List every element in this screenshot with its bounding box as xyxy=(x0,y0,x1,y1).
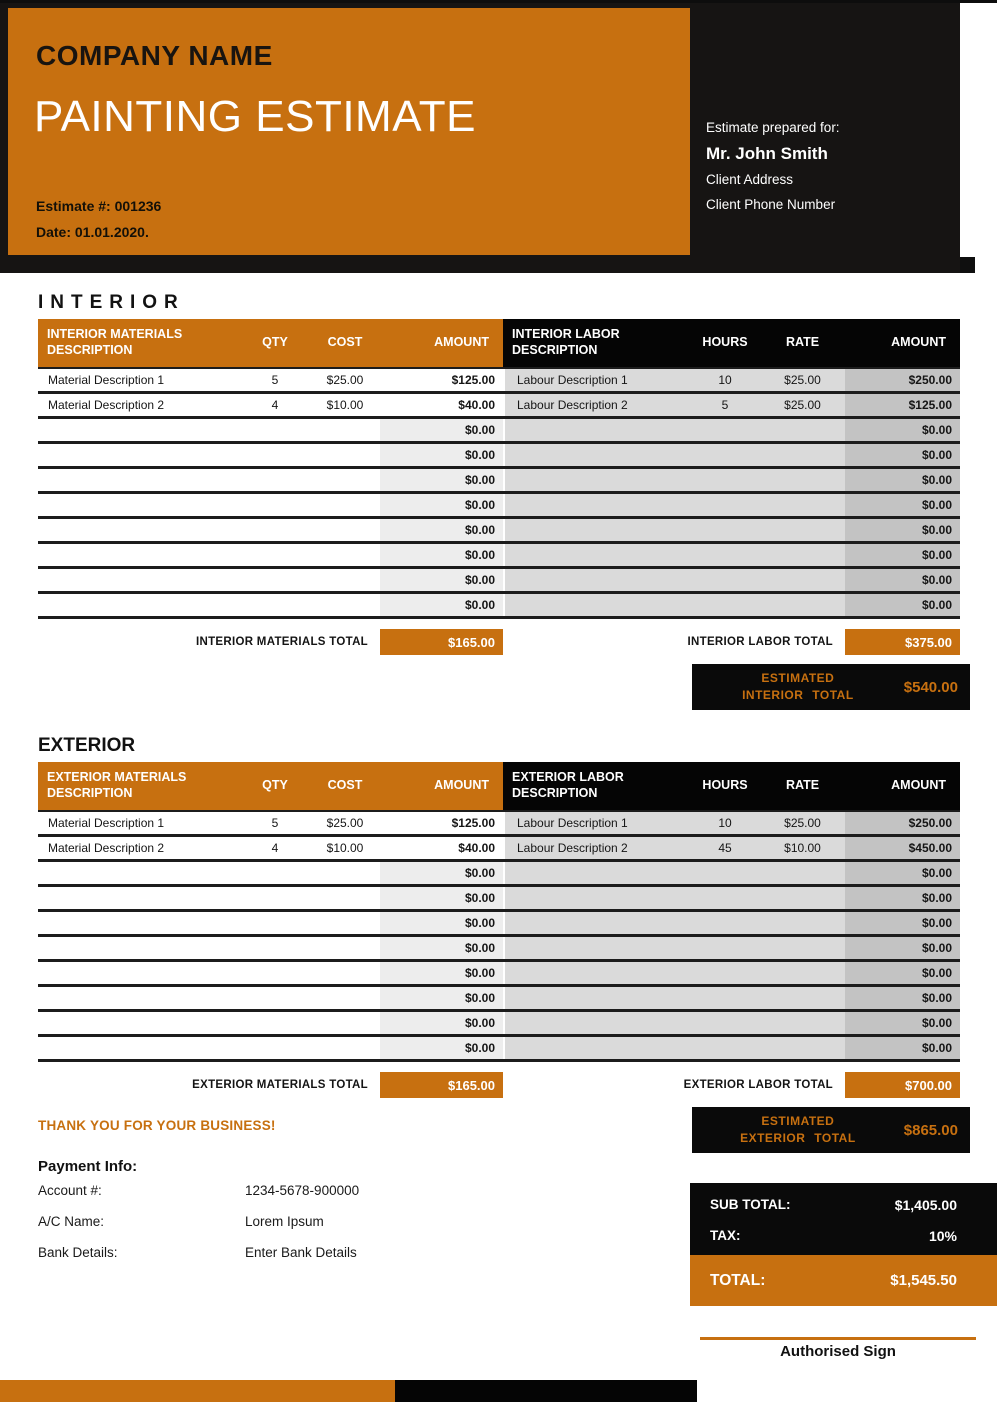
table-row xyxy=(38,912,960,937)
column-header: EXTERIOR MATERIALS DESCRIPTION xyxy=(38,762,240,810)
table-cell xyxy=(310,987,380,1009)
column-header: AMOUNT xyxy=(380,762,503,810)
estimated-total-box xyxy=(692,1107,970,1153)
table-cell: $0.00 xyxy=(380,419,503,441)
table-cell xyxy=(503,987,690,1009)
account-number-value: 1234-5678-900000 xyxy=(245,1183,360,1198)
payment-row-bank-details xyxy=(38,1237,359,1268)
table-cell: $0.00 xyxy=(380,569,503,591)
table-cell: $10.00 xyxy=(326,841,364,855)
table-cell: $0.00 xyxy=(845,937,960,959)
table-cell xyxy=(690,519,760,541)
table-cell xyxy=(38,594,240,616)
table-cell: $0.00 xyxy=(845,912,960,934)
column-header: HOURS xyxy=(690,319,760,367)
table-cell xyxy=(503,1012,690,1034)
table-cell xyxy=(38,912,240,934)
table-cell: $0.00 xyxy=(380,1012,503,1034)
column-header: EXTERIOR LABOR DESCRIPTION xyxy=(503,762,690,810)
table-cell xyxy=(690,494,760,516)
materials-total-label: EXTERIOR MATERIALS TOTAL xyxy=(192,1079,368,1091)
section-totals-row xyxy=(38,629,960,655)
table-cell: 10 xyxy=(690,812,760,834)
table-cell: $0.00 xyxy=(845,887,960,909)
bank-details-label: Bank Details: xyxy=(38,1245,118,1260)
table-cell xyxy=(310,444,380,466)
table-cell: $0.00 xyxy=(845,494,960,516)
table-cell: $0.00 xyxy=(845,987,960,1009)
estimate-number: Estimate #: 001236 xyxy=(36,198,162,214)
table-row xyxy=(38,419,960,444)
table-row xyxy=(38,394,960,419)
column-header: RATE xyxy=(760,319,845,367)
account-number-label: Account #: xyxy=(38,1183,102,1198)
table-cell xyxy=(38,962,240,984)
table-cell xyxy=(240,494,310,516)
table-cell: $0.00 xyxy=(380,494,503,516)
table-header-row xyxy=(38,319,960,367)
table-cell xyxy=(760,1037,845,1059)
table-cell xyxy=(690,569,760,591)
table-cell xyxy=(690,594,760,616)
summary-subtotal-tax xyxy=(690,1183,997,1255)
table-row xyxy=(38,544,960,569)
table-cell: $0.00 xyxy=(380,544,503,566)
table-cell xyxy=(38,1037,240,1059)
materials-total-value: $165.00 xyxy=(380,1072,503,1098)
table-cell: $25.00 xyxy=(326,373,364,387)
table-row xyxy=(38,987,960,1012)
table-cell xyxy=(240,419,310,441)
table-cell: Material Description 2 xyxy=(48,841,165,855)
table-cell xyxy=(760,987,845,1009)
table-cell xyxy=(38,519,240,541)
table-cell xyxy=(503,862,690,884)
table-cell: $0.00 xyxy=(845,594,960,616)
table-cell: 10 xyxy=(690,369,760,391)
table-cell: $40.00 xyxy=(458,398,495,412)
table-cell xyxy=(310,569,380,591)
table-cell xyxy=(690,544,760,566)
table-cell xyxy=(503,519,690,541)
table-row xyxy=(38,519,960,544)
table-cell xyxy=(38,1012,240,1034)
table-cell xyxy=(760,419,845,441)
table-row xyxy=(38,837,960,862)
table-cell: $25.00 xyxy=(760,369,845,391)
thank-you-note: THANK YOU FOR YOUR BUSINESS! xyxy=(38,1118,276,1133)
estimate-date: Date: 01.01.2020. xyxy=(36,224,149,240)
payment-row-ac-name xyxy=(38,1206,359,1237)
table-body xyxy=(38,810,960,1062)
table-cell: $0.00 xyxy=(380,469,503,491)
column-header: INTERIOR LABOR DESCRIPTION xyxy=(503,319,690,367)
table-cell xyxy=(310,419,380,441)
column-header: RATE xyxy=(760,762,845,810)
estimated-total-label: ESTIMATED INTERIOR TOTAL xyxy=(742,670,854,702)
table-cell xyxy=(310,962,380,984)
column-header: AMOUNT xyxy=(380,319,503,367)
table-cell: $0.00 xyxy=(845,469,960,491)
table-cell: $0.00 xyxy=(845,569,960,591)
table-cell: 5 xyxy=(690,394,760,416)
table-cell xyxy=(240,912,310,934)
table-row xyxy=(38,962,960,987)
table-cell: $0.00 xyxy=(845,444,960,466)
table-cell xyxy=(310,912,380,934)
column-header: AMOUNT xyxy=(845,319,960,367)
grand-total-row xyxy=(690,1255,997,1306)
labor-total-label: INTERIOR LABOR TOTAL xyxy=(687,636,833,648)
table-row xyxy=(38,444,960,469)
table-row xyxy=(38,569,960,594)
prepared-for-label: Estimate prepared for: xyxy=(706,120,840,135)
table-cell xyxy=(240,887,310,909)
table-cell: $125.00 xyxy=(451,816,495,830)
table-row xyxy=(38,887,960,912)
table-cell: 45 xyxy=(690,837,760,859)
bank-details-value: Enter Bank Details xyxy=(245,1245,357,1260)
table-cell: $0.00 xyxy=(845,544,960,566)
materials-total-label: INTERIOR MATERIALS TOTAL xyxy=(195,636,368,648)
table-cell xyxy=(240,987,310,1009)
labor-total-label: EXTERIOR LABOR TOTAL xyxy=(683,1079,833,1091)
table-cell: $0.00 xyxy=(380,519,503,541)
table-cell xyxy=(240,1037,310,1059)
table-cell xyxy=(760,937,845,959)
subtotal-label: SUB TOTAL: xyxy=(710,1197,791,1212)
table-cell: $40.00 xyxy=(458,841,495,855)
table-cell: $0.00 xyxy=(380,937,503,959)
table-cell xyxy=(760,444,845,466)
table-cell xyxy=(310,544,380,566)
table-cell: $250.00 xyxy=(845,369,960,391)
table-cell: Labour Description 1 xyxy=(503,369,690,391)
table-cell xyxy=(38,469,240,491)
table-cell: $25.00 xyxy=(760,394,845,416)
estimated-total-box xyxy=(692,664,970,710)
table-cell xyxy=(503,1037,690,1059)
table-cell: Labour Description 2 xyxy=(503,394,690,416)
table-row xyxy=(38,812,960,837)
table-cell xyxy=(503,569,690,591)
payment-row-account xyxy=(38,1175,359,1206)
table-cell: $0.00 xyxy=(845,519,960,541)
materials-total-value: $165.00 xyxy=(380,629,503,655)
client-info-block xyxy=(706,116,840,217)
table-cell: 5 xyxy=(271,816,279,830)
table-cell: Labour Description 1 xyxy=(503,812,690,834)
column-header: COST xyxy=(310,319,380,367)
table-cell xyxy=(760,569,845,591)
table-cell xyxy=(310,494,380,516)
payment-info-block xyxy=(38,1158,359,1268)
table-cell: $0.00 xyxy=(845,1012,960,1034)
table-cell xyxy=(38,569,240,591)
estimated-total-label: ESTIMATED EXTERIOR TOTAL xyxy=(740,1113,856,1145)
table-cell xyxy=(760,594,845,616)
bottom-decorative-bar xyxy=(0,1380,997,1402)
table-cell xyxy=(240,544,310,566)
column-header: HOURS xyxy=(690,762,760,810)
table-cell xyxy=(690,1037,760,1059)
table-cell: $125.00 xyxy=(845,394,960,416)
tax-row xyxy=(690,1220,997,1251)
section-title: INTERIOR xyxy=(38,292,185,313)
table-cell xyxy=(760,544,845,566)
table-cell xyxy=(690,912,760,934)
table-cell: $0.00 xyxy=(380,912,503,934)
table-cell xyxy=(240,469,310,491)
table-cell xyxy=(240,594,310,616)
table-cell xyxy=(503,544,690,566)
table-cell: $25.00 xyxy=(760,812,845,834)
table-cell xyxy=(240,444,310,466)
table-row xyxy=(38,494,960,519)
table-cell xyxy=(503,444,690,466)
labor-total-value: $700.00 xyxy=(845,1072,960,1098)
table-cell xyxy=(38,862,240,884)
table-cell: $10.00 xyxy=(326,398,364,412)
table-row xyxy=(38,369,960,394)
client-address: Client Address xyxy=(706,172,794,187)
table-cell xyxy=(38,494,240,516)
column-header: QTY xyxy=(240,762,310,810)
section-interior xyxy=(38,291,960,710)
table-cell: 4 xyxy=(271,398,279,412)
table-row xyxy=(38,594,960,619)
table-cell xyxy=(38,937,240,959)
table-row xyxy=(38,1012,960,1037)
table-cell xyxy=(503,962,690,984)
company-name: COMPANY NAME xyxy=(36,40,273,71)
authorised-sign-area: Authorised Sign xyxy=(700,1337,976,1360)
table-cell: $450.00 xyxy=(845,837,960,859)
table-body xyxy=(38,367,960,619)
column-header: AMOUNT xyxy=(845,762,960,810)
table-cell xyxy=(38,544,240,566)
table-cell xyxy=(240,862,310,884)
table-cell xyxy=(503,494,690,516)
table-cell xyxy=(760,469,845,491)
table-cell xyxy=(310,519,380,541)
table-row xyxy=(38,469,960,494)
client-phone: Client Phone Number xyxy=(706,197,836,212)
table-cell xyxy=(503,912,690,934)
estimated-total-value: $865.00 xyxy=(903,1121,958,1139)
table-header-row xyxy=(38,762,960,810)
table-cell xyxy=(503,419,690,441)
table-cell xyxy=(760,962,845,984)
table-row xyxy=(38,862,960,887)
table-cell xyxy=(760,1012,845,1034)
table-cell xyxy=(310,1012,380,1034)
subtotal-row xyxy=(690,1189,997,1220)
ac-name-label: A/C Name: xyxy=(38,1214,105,1229)
grand-total-value: $1,545.50 xyxy=(890,1272,957,1289)
table-cell xyxy=(690,937,760,959)
table-cell: 4 xyxy=(271,841,279,855)
table-cell: $125.00 xyxy=(451,373,495,387)
table-cell xyxy=(760,519,845,541)
table-cell: $0.00 xyxy=(380,1037,503,1059)
table-cell: 5 xyxy=(271,373,279,387)
table-cell: $0.00 xyxy=(380,594,503,616)
section-exterior xyxy=(38,734,960,1153)
table-cell xyxy=(310,887,380,909)
table-cell xyxy=(310,862,380,884)
table-cell xyxy=(240,962,310,984)
table-cell xyxy=(690,444,760,466)
tax-label: TAX: xyxy=(710,1228,741,1243)
table-cell xyxy=(38,444,240,466)
table-cell xyxy=(503,887,690,909)
ac-name-value: Lorem Ipsum xyxy=(245,1214,324,1229)
table-cell xyxy=(690,962,760,984)
table-cell xyxy=(240,1012,310,1034)
table-cell xyxy=(760,494,845,516)
client-name: Mr. John Smith xyxy=(706,144,828,163)
table-cell xyxy=(310,1037,380,1059)
bottom-bar-black-segment xyxy=(395,1380,697,1402)
table-cell xyxy=(38,887,240,909)
table-cell xyxy=(690,887,760,909)
table-cell xyxy=(690,419,760,441)
section-totals-row xyxy=(38,1072,960,1098)
table-cell xyxy=(690,469,760,491)
table-cell: $0.00 xyxy=(845,1037,960,1059)
table-cell: Material Description 2 xyxy=(48,398,165,412)
grand-total-label: TOTAL: xyxy=(710,1271,766,1289)
table-cell xyxy=(240,937,310,959)
table-cell: $25.00 xyxy=(326,816,364,830)
subtotal-value: $1,405.00 xyxy=(894,1196,957,1213)
table-row xyxy=(38,1037,960,1062)
table-cell: $0.00 xyxy=(380,987,503,1009)
table-cell xyxy=(38,419,240,441)
summary-box xyxy=(690,1183,997,1306)
table-cell: $250.00 xyxy=(845,812,960,834)
table-row xyxy=(38,937,960,962)
table-cell xyxy=(690,862,760,884)
table-cell xyxy=(503,594,690,616)
column-header: QTY xyxy=(240,319,310,367)
table-cell: $0.00 xyxy=(380,862,503,884)
page-title: PAINTING ESTIMATE xyxy=(34,92,477,141)
table-cell xyxy=(503,469,690,491)
table-cell xyxy=(760,912,845,934)
table-cell: Material Description 1 xyxy=(48,816,165,830)
table-cell xyxy=(503,937,690,959)
table-cell: $0.00 xyxy=(845,419,960,441)
payment-info-title: Payment Info: xyxy=(38,1158,138,1175)
table-cell xyxy=(310,469,380,491)
table-cell xyxy=(760,887,845,909)
table-cell: $0.00 xyxy=(845,862,960,884)
column-header: INTERIOR MATERIALS DESCRIPTION xyxy=(38,319,240,367)
table-cell: $0.00 xyxy=(845,962,960,984)
table-cell: $10.00 xyxy=(760,837,845,859)
table-cell: $0.00 xyxy=(380,962,503,984)
header-band-extension xyxy=(960,257,975,273)
table-cell xyxy=(690,1012,760,1034)
estimated-total-value: $540.00 xyxy=(903,678,958,696)
table-cell: Labour Description 2 xyxy=(503,837,690,859)
table-cell xyxy=(690,987,760,1009)
table-cell xyxy=(240,569,310,591)
labor-total-value: $375.00 xyxy=(845,629,960,655)
table-cell xyxy=(38,987,240,1009)
table-cell xyxy=(310,937,380,959)
table-cell xyxy=(310,594,380,616)
section-title: EXTERIOR xyxy=(38,735,136,756)
column-header: COST xyxy=(310,762,380,810)
table-cell xyxy=(760,862,845,884)
table-cell: Material Description 1 xyxy=(48,373,165,387)
bottom-bar-orange-segment xyxy=(0,1380,395,1402)
tax-value: 10% xyxy=(928,1227,957,1244)
table-cell xyxy=(240,519,310,541)
table-cell: $0.00 xyxy=(380,444,503,466)
table-cell: $0.00 xyxy=(380,887,503,909)
